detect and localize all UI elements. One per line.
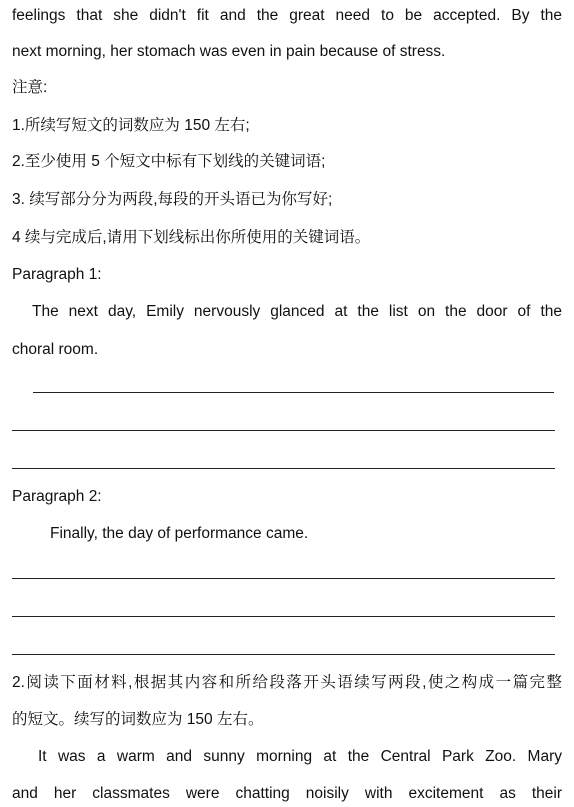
note-item: 1.所续写短文的词数应为 150 左右; bbox=[12, 117, 250, 134]
answer-line[interactable] bbox=[12, 616, 555, 617]
paragraph2-label: Paragraph 2: bbox=[12, 488, 102, 505]
note-item: 3. 续写部分分为两段,每段的开头语已为你写好; bbox=[12, 191, 333, 208]
passage-line: next morning, her stomach was even in pain because of stress. bbox=[12, 43, 446, 60]
paragraph1-opening: The next day, Emily nervously glanced at the list on the door of the bbox=[32, 303, 562, 320]
note-item: 2.至少使用 5 个短文中标有下划线的关键词语; bbox=[12, 153, 326, 170]
answer-line[interactable] bbox=[12, 468, 555, 469]
paragraph1-label: Paragraph 1: bbox=[12, 266, 102, 283]
answer-line[interactable] bbox=[12, 654, 555, 655]
note-item: 4 续与完成后,请用下划线标出你所使用的关键词语。 bbox=[12, 229, 371, 246]
question2-instruction: 2.阅读下面材料,根据其内容和所给段落开头语续写两段,使之构成一篇完整 bbox=[12, 674, 562, 691]
answer-line[interactable] bbox=[12, 578, 555, 579]
answer-line[interactable] bbox=[12, 430, 555, 431]
question2-text: It was a warm and sunny morning at the Central Park Zoo. Mary bbox=[38, 748, 562, 765]
question2-text: and her classmates were chatting noisily with excitement as their bbox=[12, 785, 562, 802]
passage-line: feelings that she didn't fit and the great need to be accepted. By the bbox=[12, 7, 562, 24]
paragraph1-opening: choral room. bbox=[12, 341, 99, 358]
notes-heading: 注意: bbox=[12, 79, 48, 96]
answer-line[interactable] bbox=[33, 392, 554, 393]
question2-instruction: 的短文。续写的词数应为 150 左右。 bbox=[12, 711, 264, 728]
paragraph2-opening: Finally, the day of performance came. bbox=[50, 525, 309, 542]
